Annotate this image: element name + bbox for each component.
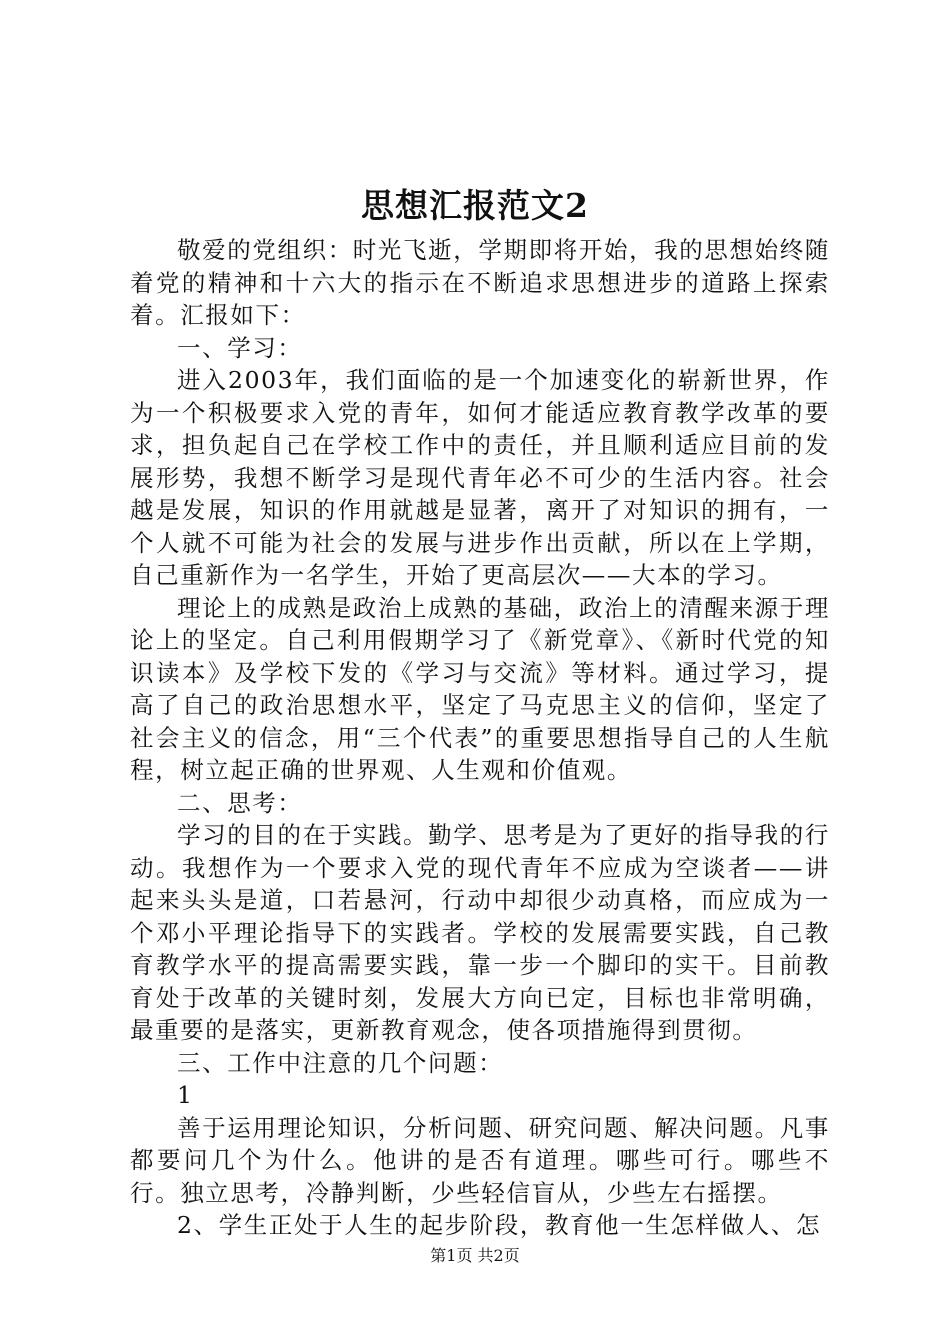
section-heading-issues: 三、工作中注意的几个问题： (177, 1048, 504, 1077)
paragraph-study-1: 进入2003年，我们面临的是一个加速变化的崭新世界，作为一个积极要求入党的青年，如何才能适应教育教学改革的要求，担负起自己在学校工作中的责任，并且顺利适应目前的发展形势，我想不断学习是现代青年必不可少的生活内容。社会越是发展，知识的作用就越是显著，离开了对知识的拥有，一个人就不可能为社会的发展与进步作出贡献，所以在上学期，自己重新作为一名学生，开始了更高层次——大本的学习。 (130, 366, 830, 589)
paragraph-greeting: 敬爱的党组织：时光飞逝，学期即将开始，我的思想始终随着党的精神和十六大的指示在不断追求思想进步的道路上探索着。汇报如下： (130, 236, 830, 329)
page-footer: 第1页 共2页 (430, 1246, 520, 1265)
document-body (130, 234, 830, 1242)
section-heading-study: 一、学习： (177, 333, 303, 362)
section-heading-thinking: 二、思考： (177, 788, 303, 817)
paragraph-study-2: 理论上的成熟是政治上成熟的基础，政治上的清醒来源于理论上的坚定。自己利用假期学习了《新党章》、《新时代党的知识读本》及学校下发的《学习与交流》等材料。通过学习，提高了自己的政治思想水平，坚定了马克思主义的信仰，坚定了社会主义的信念，用“三个代表”的重要思想指导自己的人生航程，树立起正确的世界观、人生观和价值观。 (130, 593, 830, 784)
document-title: 思想汇报范文2 (361, 186, 589, 225)
paragraph-issue-1: 善于运用理论知识，分析问题、研究问题、解决问题。凡事都要问几个为什么。他讲的是否有道理。哪些可行。哪些不行。独立思考，冷静判断，少些轻信盲从，少些左右摇摆。 (130, 1113, 830, 1207)
list-number-1: 1 (177, 1081, 194, 1109)
paragraph-thinking: 学习的目的在于实践。勤学、思考是为了更好的指导我的行动。我想作为一个要求入党的现代青年不应成为空谈者——讲起来头头是道，口若悬河，行动中却很少动真格，而应成为一个邓小平理论指导下的实践者。学校的发展需要实践，自己教育教学水平的提高需要实践，靠一步一个脚印的实干。目前教育处于改革的关键时刻，发展大方向已定，目标也非常明确，最重要的是落实，更新教育观念，使各项措施得到贯彻。 (130, 821, 830, 1044)
paragraph-issue-2: 2、学生正处于人生的起步阶段，教育他一生怎样做人、怎 (177, 1211, 822, 1239)
